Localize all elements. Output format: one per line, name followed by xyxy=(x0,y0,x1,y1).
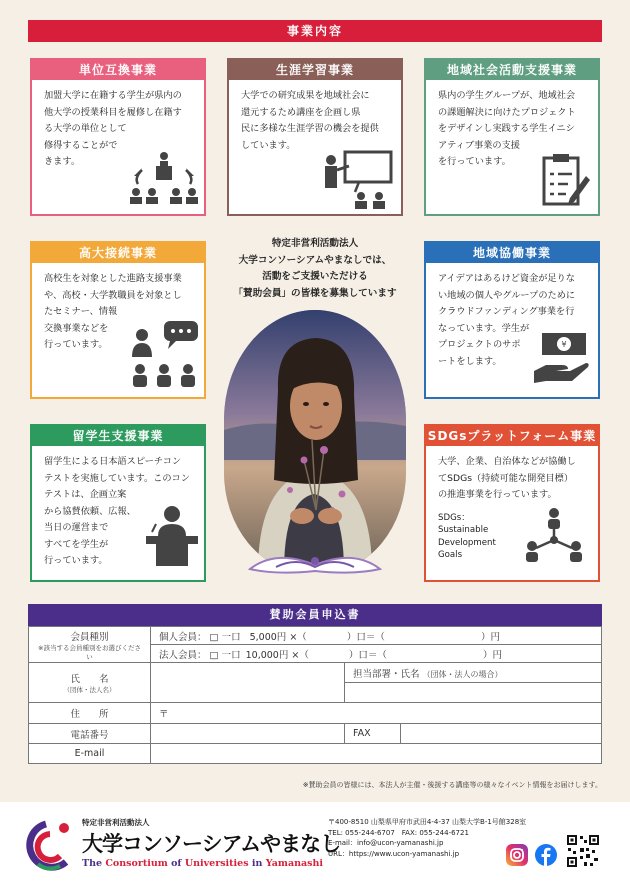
card-title: 地域協働事業 xyxy=(426,243,598,263)
lecture-icon xyxy=(317,148,397,212)
corporate-member-row[interactable]: 法人会員： □ 一口 10,000円 ×（ ）口＝（ ）円 xyxy=(151,645,602,663)
card-title: SDGsプラットフォーム事業 xyxy=(426,426,598,446)
card-community-support xyxy=(424,58,600,216)
section-header: 事業内容 xyxy=(28,20,602,42)
card-title: 地域社会活動支援事業 xyxy=(426,60,598,80)
clipboard-icon xyxy=(540,152,590,208)
card-body: 大学での研究成果を地域社会に 還元するため講座を企画し県 民に多様な生涯学習の機会を提供 しています。 xyxy=(241,90,379,151)
network-people-icon xyxy=(522,506,586,568)
card-lifelong-learning xyxy=(227,58,403,216)
sdgs-definition: SDGs： Sustainable Development Goals xyxy=(438,512,496,560)
member-benefit-note: ※賛助会員の皆様には、本法人が主催・後援する講座等の様々なイベント情報をお届けします。 xyxy=(302,781,602,789)
form-title: 賛助会員申込書 xyxy=(28,604,602,626)
girl-with-flowers-image xyxy=(224,310,406,572)
card-title: 留学生支援事業 xyxy=(32,426,204,446)
card-body: 留学生による日本語スピーチコン テストを実施しています。このコン テストは、企画立案 から協賛依頼、広報、 当日の運営まで すべてを学生が 行っています。 xyxy=(44,456,190,566)
individual-member-row[interactable]: 個人会員： □ 一口 5,000円 ×（ ）口＝（ ）円 xyxy=(151,627,602,645)
org-name: 大学コンソーシアムやまなし xyxy=(82,831,341,856)
name-field[interactable] xyxy=(151,663,345,703)
svg-text:¥: ¥ xyxy=(561,340,567,349)
portrait-photo xyxy=(224,310,406,572)
ornament-frame-icon xyxy=(246,545,384,577)
network-students-icon xyxy=(124,148,204,212)
card-body: 高校生を対象とした進路支援事業 や、高校・大学教職員を対象とし たセミナー、情報 交換事業などを 行っています。 xyxy=(44,273,182,350)
card-sdgs-platform xyxy=(424,424,600,582)
address-field[interactable]: 〒 xyxy=(151,703,602,724)
org-type: 特定非営利活動法人 xyxy=(82,818,150,827)
money-hand-icon xyxy=(532,331,592,385)
fax-label: FAX xyxy=(345,724,401,744)
checkbox-individual[interactable]: □ xyxy=(209,631,219,643)
name-label-cell: 氏 名 （団体・法人名） xyxy=(29,663,151,703)
card-title: 単位互換事業 xyxy=(32,60,204,80)
card-body: 加盟大学に在籍する学生が県内の 他大学の授業科目を履修し在籍す る大学の単位として 修得することがで きます。 xyxy=(44,90,182,167)
card-body: 県内の学生グループが、地域社会 の課題解決に向けたプロジェクト をデザインし実践する学生イニシ アティブ事業の支援 を行っています。 xyxy=(438,90,576,167)
membership-application-form xyxy=(28,604,602,764)
instagram-icon[interactable] xyxy=(506,844,528,866)
contact-field[interactable] xyxy=(345,683,602,703)
org-name-english: The Consortium of Universities in Yamanashi xyxy=(82,858,324,869)
qr-code-icon[interactable] xyxy=(566,834,600,868)
consortium-logo-icon xyxy=(20,818,76,876)
email-field[interactable] xyxy=(151,744,602,764)
address-label: 住 所 xyxy=(29,703,151,724)
footer xyxy=(0,802,630,892)
card-credit-transfer xyxy=(30,58,206,216)
checkbox-corporate[interactable]: □ xyxy=(209,649,219,661)
card-body: 大学、企業、自治体などが協働し てSDGs（持続可能な開発目標） の推進事業を行っています。 SDGs： Sustainable Development Goals xyxy=(426,446,598,562)
fax-field[interactable] xyxy=(401,724,602,744)
member-type-label-cell: 会員種別 ※該当する会員種別をお選びください xyxy=(29,627,151,663)
card-title: 高大接続事業 xyxy=(32,243,204,263)
speech-podium-icon xyxy=(142,502,202,568)
phone-label: 電話番号 xyxy=(29,724,151,744)
contact-label-cell: 担当部署・氏名 （団体・法人の場合） xyxy=(345,663,602,683)
card-body: アイデアはあるけど資金が足りな い地域の個人やグループのために クラウドファンディング事業を行 なっています。学生が プロジェクトのサポ ートをします。 xyxy=(438,273,576,367)
card-highschool-university xyxy=(30,241,206,399)
facebook-icon[interactable] xyxy=(535,844,557,866)
form-table xyxy=(28,626,602,764)
email-label: E-mail xyxy=(29,744,151,764)
card-community-cooperation xyxy=(424,241,600,399)
contact-info: 〒400-8510 山梨県甲府市武田4-4-37 山梨大学B-1号館328室 TEL: 055-244-6707 FAX: 055-244-6721 E-mail：info@ucon-yamanashi.jp URL：https://www.ucon-yamanashi.jp xyxy=(328,818,527,858)
meeting-icon xyxy=(130,319,202,389)
phone-field[interactable] xyxy=(151,724,345,744)
card-foreign-student-support xyxy=(30,424,206,582)
card-title: 生涯学習事業 xyxy=(229,60,401,80)
recruitment-message: 特定非営利活動法人 大学コンソーシアムやまなしでは、 活動をご支援いただける 「賛助会員」の皆様を募集しています xyxy=(233,238,397,299)
